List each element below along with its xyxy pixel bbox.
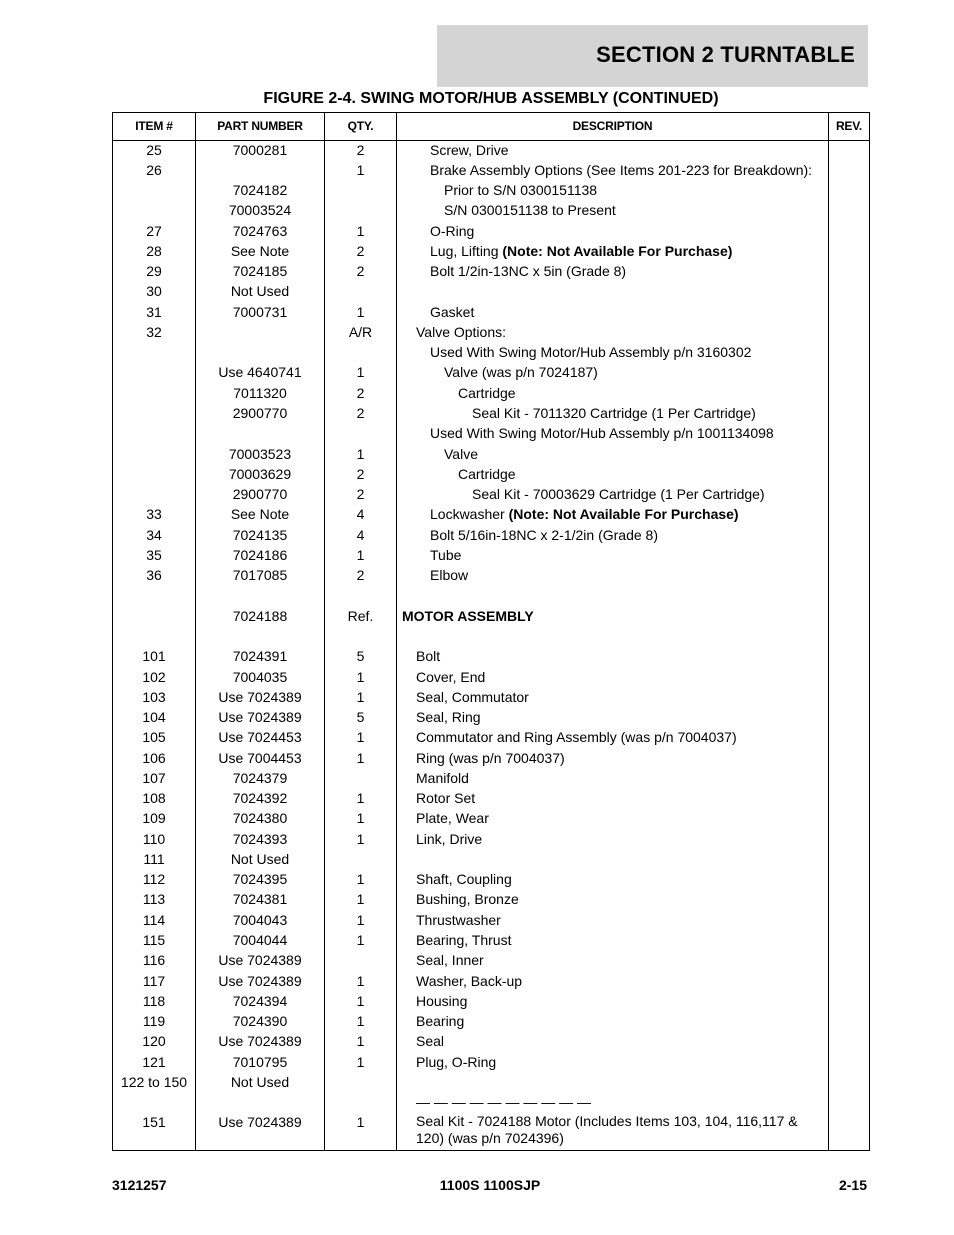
- description-text: Bearing: [416, 1013, 465, 1030]
- part-number: 70003524: [228, 202, 292, 219]
- part-number: Use 7024389: [218, 1114, 302, 1131]
- quantity: 5: [356, 709, 365, 726]
- part-number: Use 7024389: [218, 1033, 302, 1050]
- description: [416, 1113, 816, 1147]
- part-number: Use 7004453: [218, 749, 302, 766]
- item-number: 32: [146, 323, 162, 340]
- column-header-rev: REV.: [835, 119, 863, 133]
- item-number: 29: [146, 263, 162, 280]
- item-number: 113: [142, 891, 166, 908]
- part-number: 7024390: [232, 1013, 288, 1030]
- table-row: [113, 688, 869, 706]
- description: [416, 890, 519, 908]
- table-row: [113, 870, 869, 888]
- description: [416, 830, 482, 848]
- part-number: Not Used: [230, 283, 290, 300]
- quantity: 1: [356, 911, 365, 928]
- quantity: 1: [356, 688, 365, 705]
- description: [430, 161, 812, 179]
- quantity: 1: [356, 810, 365, 827]
- table-row: [113, 728, 869, 746]
- table-row: [113, 141, 869, 159]
- item-number: 35: [146, 546, 162, 563]
- description-text: Brake Assembly Options (See Items 201-223 for Breakdown):: [430, 161, 813, 178]
- quantity: A/R: [348, 323, 373, 340]
- description: [458, 384, 516, 402]
- table-row: [113, 1073, 869, 1091]
- footer-model: 1100S 1100SJP: [439, 1177, 541, 1193]
- quantity: 1: [356, 1114, 365, 1131]
- quantity: 1: [356, 161, 365, 178]
- description: [416, 1012, 464, 1030]
- part-number: Use 7024453: [218, 729, 302, 746]
- part-number: Use 4640741: [218, 364, 302, 381]
- part-number: 7004035: [232, 668, 288, 685]
- table-row: [113, 789, 869, 807]
- part-number: 7024186: [232, 546, 288, 563]
- description-text: Manifold: [416, 769, 469, 786]
- item-number: 34: [146, 526, 162, 543]
- description: [430, 242, 732, 260]
- part-number: 7024185: [232, 263, 288, 280]
- table-row: [113, 931, 869, 949]
- quantity: 1: [356, 303, 365, 320]
- part-number: 7024393: [232, 830, 288, 847]
- table-row: [113, 607, 869, 625]
- parts-table: [112, 112, 870, 1151]
- part-number: 7024379: [232, 769, 288, 786]
- table-row: [113, 647, 869, 665]
- table-row: [113, 749, 869, 767]
- description: [416, 323, 506, 341]
- section-title: SECTION 2 TURNTABLE: [596, 42, 855, 67]
- description-text: Ring (was p/n 7004037): [416, 749, 565, 766]
- description: [416, 992, 467, 1010]
- description: [430, 303, 474, 321]
- part-number: See Note: [230, 506, 290, 523]
- item-number: 104: [142, 709, 166, 726]
- figure-title: FIGURE 2-4. SWING MOTOR/HUB ASSEMBLY (CONTINUED): [263, 90, 719, 107]
- description: [402, 607, 534, 625]
- table-row: [113, 303, 869, 321]
- description-text: Bolt 5/16in-18NC x 2-1/2in (Grade 8): [430, 526, 658, 543]
- description-text: Valve Options:: [416, 323, 507, 340]
- part-number: 7024394: [232, 992, 288, 1009]
- table-row: [113, 911, 869, 929]
- item-number: 112: [142, 871, 166, 888]
- quantity: 1: [356, 830, 365, 847]
- quantity: 1: [356, 1033, 365, 1050]
- table-row: [113, 586, 869, 604]
- part-number: 7017085: [232, 567, 288, 584]
- table-row: [113, 1032, 869, 1050]
- description: [430, 546, 461, 564]
- item-number: 105: [142, 729, 166, 746]
- part-number: 7000731: [232, 303, 288, 320]
- description-text: Seal Kit - 7024188 Motor (Includes Items 103, 104, 116,117 & 120) (was p/n 7024396): [416, 1113, 798, 1147]
- item-number: 31: [146, 303, 162, 320]
- part-number: Use 7024389: [218, 952, 302, 969]
- item-number: 109: [142, 810, 166, 827]
- description-text: Valve: [444, 445, 478, 462]
- table-row: [113, 890, 869, 908]
- table-row: [113, 424, 869, 442]
- item-number: 121: [142, 1053, 166, 1070]
- item-number: 120: [142, 1033, 166, 1050]
- quantity: 1: [356, 871, 365, 888]
- description: [416, 688, 529, 706]
- quantity: 1: [356, 891, 365, 908]
- quantity: 1: [356, 546, 365, 563]
- item-number: 30: [146, 283, 162, 300]
- quantity: 1: [356, 1013, 365, 1030]
- part-number: Use 7024389: [218, 688, 302, 705]
- description: [430, 141, 509, 159]
- description: [416, 911, 501, 929]
- part-number: 7000281: [232, 141, 288, 158]
- item-number: 103: [142, 688, 166, 705]
- description: [444, 445, 478, 463]
- quantity: 1: [356, 364, 365, 381]
- quantity: 1: [356, 972, 365, 989]
- description: [444, 363, 598, 381]
- table-row: [113, 526, 869, 544]
- part-number: 7024135: [232, 526, 288, 543]
- table-row: [113, 566, 869, 584]
- quantity: 1: [356, 729, 365, 746]
- table-row: [113, 465, 869, 483]
- item-number: 36: [146, 567, 162, 584]
- part-number: 7024188: [232, 607, 288, 624]
- quantity: 2: [356, 486, 365, 503]
- description: [458, 465, 516, 483]
- description: [430, 424, 774, 442]
- table-row: [113, 282, 869, 300]
- table-row: [113, 201, 869, 219]
- quantity: 1: [356, 790, 365, 807]
- table-row: [113, 951, 869, 969]
- quantity: 2: [356, 405, 365, 421]
- description-text: S/N 0300151138 to Present: [444, 202, 616, 219]
- description-text: Elbow: [430, 567, 469, 584]
- item-number: 115: [142, 932, 166, 949]
- quantity: 2: [356, 242, 365, 259]
- description: [416, 728, 737, 746]
- item-number: 151: [142, 1114, 166, 1131]
- table-row: [113, 627, 869, 645]
- quantity: 1: [356, 668, 365, 685]
- column-header-part-number: PART NUMBER: [217, 119, 303, 133]
- description-text: Plug, O-Ring: [416, 1053, 497, 1070]
- part-number: 7024395: [232, 871, 288, 888]
- quantity: 2: [356, 567, 365, 584]
- table-row: [113, 972, 869, 990]
- description: [444, 201, 616, 219]
- table-row: [113, 181, 869, 199]
- part-number: 7024391: [232, 648, 288, 665]
- part-number: 7024381: [232, 891, 288, 908]
- item-number: 122 to 150: [120, 1073, 188, 1090]
- part-number: See Note: [230, 242, 290, 259]
- part-number: 7011320: [233, 384, 287, 401]
- footer-page-number: 2-15: [838, 1177, 867, 1193]
- description: [416, 972, 522, 990]
- table-row: [113, 1012, 869, 1030]
- part-number: 70003629: [228, 465, 292, 482]
- part-number: 2900770: [232, 486, 288, 503]
- item-number: 111: [143, 850, 165, 867]
- description: [472, 485, 765, 503]
- description-text: Cartridge: [458, 384, 516, 401]
- quantity: 2: [356, 384, 365, 401]
- column-header-qty: QTY.: [347, 119, 374, 133]
- table-row: [113, 445, 869, 463]
- quantity: 1: [356, 749, 365, 766]
- item-number: 118: [142, 992, 166, 1009]
- part-number: Use 7024389: [218, 709, 302, 726]
- description: [430, 343, 751, 361]
- description: [416, 1032, 444, 1050]
- item-number: 117: [142, 972, 166, 989]
- description-text: Seal Kit - 70003629 Cartridge (1 Per Cartridge): [472, 486, 765, 503]
- item-number: 108: [142, 790, 166, 807]
- table-row: [113, 262, 869, 280]
- description-text: Seal, Commutator: [416, 688, 529, 705]
- part-number: 7024182: [232, 182, 288, 199]
- description: [430, 505, 739, 523]
- part-number: Not Used: [230, 1073, 290, 1090]
- column-header-item: ITEM #: [135, 119, 173, 133]
- item-number: 27: [146, 222, 162, 239]
- quantity: 2: [356, 263, 365, 280]
- description: [416, 708, 481, 726]
- description: [444, 181, 597, 199]
- item-number: 116: [142, 952, 166, 969]
- description-text: Used With Swing Motor/Hub Assembly p/n 3160302: [430, 344, 752, 361]
- description-text: Thrustwasher: [416, 911, 501, 928]
- quantity: 4: [356, 526, 365, 543]
- table-row: [113, 708, 869, 726]
- description: [416, 668, 485, 686]
- description: [430, 566, 468, 584]
- quantity: 2: [356, 141, 365, 158]
- description: [430, 262, 626, 280]
- quantity: 5: [356, 648, 365, 665]
- table-row: [113, 485, 869, 503]
- description-text: Commutator and Ring Assembly (was p/n 7004037): [416, 729, 737, 746]
- item-number: 119: [142, 1013, 166, 1030]
- description: [416, 1053, 496, 1071]
- table-row: [113, 505, 869, 523]
- item-number: 110: [142, 830, 166, 847]
- part-number: 2900770: [232, 405, 288, 421]
- description-text: Seal, Inner: [416, 952, 484, 969]
- table-row: [113, 992, 869, 1010]
- part-number: 7024763: [232, 222, 288, 239]
- table-row: [113, 668, 869, 686]
- table-row: [113, 384, 869, 402]
- description-text: Used With Swing Motor/Hub Assembly p/n 1001134098: [430, 425, 774, 442]
- description: [416, 870, 512, 888]
- description-text: Bearing, Thrust: [416, 932, 512, 949]
- table-row: [113, 363, 869, 381]
- item-number: 26: [146, 161, 162, 178]
- description: [416, 749, 565, 767]
- description-text: Shaft, Coupling: [416, 871, 512, 888]
- item-number: 25: [146, 141, 162, 158]
- description-text: Lug, Lifting: [430, 242, 503, 259]
- description-text: Tube: [430, 546, 462, 563]
- description: [430, 222, 474, 240]
- description-text: Rotor Set: [416, 790, 476, 807]
- description: [416, 809, 489, 827]
- part-number: Use 7024389: [218, 972, 302, 989]
- description-text: Cartridge: [458, 465, 516, 482]
- description-text: Gasket: [430, 303, 475, 320]
- quantity: 1: [356, 1053, 365, 1070]
- quantity: 4: [356, 506, 365, 523]
- table-row: [113, 323, 869, 341]
- description-text: Washer, Back-up: [416, 972, 523, 989]
- description: [430, 526, 658, 544]
- description-emphasis: MOTOR ASSEMBLY: [402, 607, 534, 624]
- description: [416, 769, 469, 787]
- part-number: 70003523: [228, 445, 292, 462]
- item-number: 114: [142, 911, 166, 928]
- description-text: — — — — — — — — — —: [416, 1094, 592, 1111]
- description-text: Housing: [416, 992, 468, 1009]
- description-text: Prior to S/N 0300151138: [444, 182, 598, 199]
- part-number: 7004044: [232, 932, 288, 949]
- description-emphasis: (Note: Not Available For Purchase): [502, 242, 733, 259]
- column-header-description: DESCRIPTION: [572, 119, 653, 133]
- item-number: 101: [142, 648, 166, 665]
- description: [416, 1093, 591, 1111]
- quantity: 1: [356, 222, 365, 239]
- quantity: 1: [356, 932, 365, 949]
- description-text: Cover, End: [416, 668, 486, 685]
- table-row: [113, 546, 869, 564]
- part-number: 7024392: [232, 790, 288, 807]
- description-text: Seal, Ring: [416, 709, 481, 726]
- part-number: Not Used: [230, 850, 290, 867]
- section-banner: [437, 25, 868, 87]
- description-text: Seal Kit - 7011320 Cartridge (1 Per Cartridge): [472, 405, 756, 421]
- description: [416, 789, 475, 807]
- table-row: [113, 850, 869, 868]
- table-row: [113, 809, 869, 827]
- table-row: [113, 222, 869, 240]
- table-row: [113, 161, 869, 179]
- description: [416, 951, 484, 969]
- quantity: 1: [356, 445, 365, 462]
- part-number: 7024380: [232, 810, 288, 827]
- footer-publication-number: 3121257: [112, 1177, 167, 1193]
- table-row: [113, 830, 869, 848]
- description-text: Link, Drive: [416, 830, 483, 847]
- description-emphasis: (Note: Not Available For Purchase): [508, 506, 739, 523]
- item-number: 102: [142, 668, 166, 685]
- table-row: [113, 1093, 869, 1111]
- description-text: Bolt 1/2in-13NC x 5in (Grade 8): [430, 263, 627, 280]
- table-row: [113, 343, 869, 361]
- description: [472, 404, 756, 422]
- quantity: Ref.: [347, 607, 374, 624]
- table-row: [113, 769, 869, 787]
- description-text: Bushing, Bronze: [416, 891, 519, 908]
- table-row: [113, 1113, 869, 1147]
- item-number: 33: [146, 506, 162, 523]
- description-text: Plate, Wear: [416, 810, 489, 827]
- description-text: Screw, Drive: [430, 141, 509, 158]
- item-number: 107: [142, 769, 166, 786]
- part-number: 7004043: [232, 911, 288, 928]
- item-number: 28: [146, 242, 162, 259]
- table-row: [113, 242, 869, 260]
- table-row: [113, 404, 869, 422]
- description-text: Lockwasher: [430, 506, 509, 523]
- part-number: 7010795: [232, 1053, 288, 1070]
- table-row: [113, 1053, 869, 1071]
- description-text: Valve (was p/n 7024187): [444, 364, 598, 381]
- description-text: Seal: [416, 1033, 445, 1050]
- description-text: O-Ring: [430, 222, 475, 239]
- description: [416, 931, 511, 949]
- quantity: 1: [356, 992, 365, 1009]
- item-number: 106: [142, 749, 166, 766]
- description: [416, 647, 440, 665]
- description-text: Bolt: [416, 648, 441, 665]
- quantity: 2: [356, 465, 365, 482]
